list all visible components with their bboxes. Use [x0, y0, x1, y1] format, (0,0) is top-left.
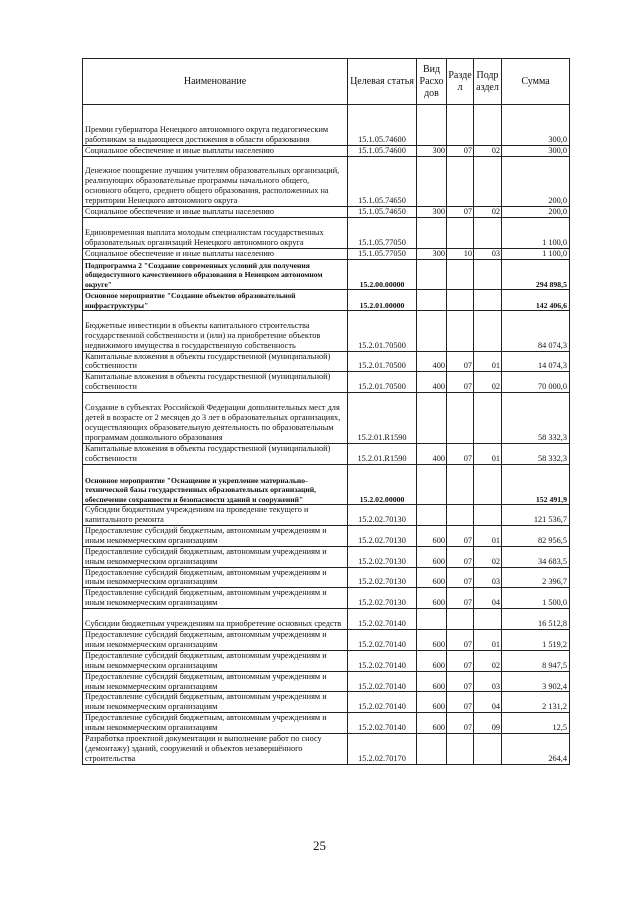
row-section-cell [447, 310, 474, 351]
row-name-cell: Разработка проектной документации и выполнение работ по сносу (демонтажу) зданий, сооружений и объектов незавершённого строительства [83, 734, 348, 765]
row-section-cell: 07 [447, 525, 474, 546]
table-header-row [83, 59, 570, 105]
row-section-cell: 07 [447, 629, 474, 650]
row-subsection-cell [474, 393, 502, 444]
row-name-cell: Капитальные вложения в объекты государственной (муниципальной) собственности [83, 351, 348, 372]
row-section-cell [447, 259, 474, 290]
table-row [83, 671, 570, 692]
row-target-cell: 15.2.02.00000 [348, 464, 417, 505]
row-subsection-cell: 02 [474, 372, 502, 393]
row-name-cell: Предоставление субсидий бюджетным, автономным учреждениям и иным некоммерческим организациям [83, 671, 348, 692]
row-target-cell: 15.2.01.70500 [348, 310, 417, 351]
row-name-cell: Основное мероприятие "Создание объектов образовательной инфраструктуры" [83, 290, 348, 311]
row-section-cell: 07 [447, 588, 474, 609]
row-expense-type-cell: 600 [417, 650, 447, 671]
row-amount-cell: 300,0 [502, 105, 570, 146]
table-row [83, 692, 570, 713]
table-row [83, 105, 570, 146]
row-subsection-cell: 09 [474, 713, 502, 734]
row-section-cell: 07 [447, 546, 474, 567]
row-section-cell [447, 464, 474, 505]
row-target-cell: 15.1.05.77050 [348, 217, 417, 248]
row-subsection-cell: 02 [474, 650, 502, 671]
row-target-cell: 15.2.02.70140 [348, 609, 417, 630]
row-subsection-cell [474, 290, 502, 311]
table-row [83, 650, 570, 671]
table-row [83, 505, 570, 526]
header-name: Наименование [83, 59, 348, 105]
row-section-cell: 07 [447, 372, 474, 393]
row-target-cell: 15.2.01.70500 [348, 351, 417, 372]
row-section-cell [447, 609, 474, 630]
row-amount-cell: 1 500,0 [502, 588, 570, 609]
row-expense-type-cell [417, 505, 447, 526]
row-name-cell: Предоставление субсидий бюджетным, автономным учреждениям и иным некоммерческим организациям [83, 588, 348, 609]
row-amount-cell: 2 396,7 [502, 567, 570, 588]
row-expense-type-cell [417, 156, 447, 207]
row-target-cell: 15.2.01.R1590 [348, 443, 417, 464]
row-subsection-cell: 01 [474, 629, 502, 650]
row-subsection-cell: 01 [474, 525, 502, 546]
row-target-cell: 15.2.00.00000 [348, 259, 417, 290]
row-name-cell: Капитальные вложения в объекты государственной (муниципальной) собственности [83, 372, 348, 393]
row-subsection-cell [474, 734, 502, 765]
row-expense-type-cell: 600 [417, 671, 447, 692]
table-row [83, 217, 570, 248]
table-row [83, 734, 570, 765]
row-section-cell: 07 [447, 443, 474, 464]
row-name-cell: Предоставление субсидий бюджетным, автономным учреждениям и иным некоммерческим организациям [83, 629, 348, 650]
row-subsection-cell [474, 105, 502, 146]
row-amount-cell: 200,0 [502, 207, 570, 218]
row-target-cell: 15.2.02.70130 [348, 567, 417, 588]
row-amount-cell: 264,4 [502, 734, 570, 765]
page-number: 25 [313, 838, 326, 853]
row-target-cell: 15.2.02.70130 [348, 505, 417, 526]
row-subsection-cell: 04 [474, 692, 502, 713]
row-subsection-cell [474, 259, 502, 290]
row-target-cell: 15.2.02.70130 [348, 588, 417, 609]
row-expense-type-cell [417, 609, 447, 630]
table-row [83, 464, 570, 505]
row-target-cell: 15.1.05.74650 [348, 156, 417, 207]
row-amount-cell: 34 683,5 [502, 546, 570, 567]
table-row [83, 588, 570, 609]
row-amount-cell: 82 956,5 [502, 525, 570, 546]
row-target-cell: 15.2.02.70170 [348, 734, 417, 765]
budget-document [82, 58, 570, 765]
table-row [83, 372, 570, 393]
row-target-cell: 15.2.01.00000 [348, 290, 417, 311]
row-expense-type-cell: 300 [417, 248, 447, 259]
header-subsection: Подр аздел [474, 59, 502, 105]
row-expense-type-cell: 600 [417, 588, 447, 609]
row-amount-cell: 1 100,0 [502, 248, 570, 259]
row-subsection-cell [474, 505, 502, 526]
row-target-cell: 15.2.02.70140 [348, 650, 417, 671]
row-name-cell: Премии губернатора Ненецкого автономного округа педагогическим работникам за выдающиеся достижения в области образования [83, 105, 348, 146]
row-target-cell: 15.2.02.70140 [348, 713, 417, 734]
row-expense-type-cell [417, 310, 447, 351]
row-section-cell [447, 290, 474, 311]
row-amount-cell: 8 947,5 [502, 650, 570, 671]
row-expense-type-cell [417, 290, 447, 311]
table-row [83, 443, 570, 464]
row-subsection-cell: 03 [474, 248, 502, 259]
table-row [83, 567, 570, 588]
row-expense-type-cell: 300 [417, 207, 447, 218]
header-expense-type: Вид Расхо дов [417, 59, 447, 105]
row-expense-type-cell: 600 [417, 567, 447, 588]
row-expense-type-cell [417, 259, 447, 290]
row-section-cell: 07 [447, 713, 474, 734]
row-subsection-cell [474, 609, 502, 630]
row-amount-cell: 3 902,4 [502, 671, 570, 692]
row-target-cell: 15.2.01.R1590 [348, 393, 417, 444]
row-name-cell: Капитальные вложения в объекты государственной (муниципальной) собственности [83, 443, 348, 464]
row-name-cell: Предоставление субсидий бюджетным, автономным учреждениям и иным некоммерческим организациям [83, 525, 348, 546]
table-row [83, 259, 570, 290]
row-section-cell [447, 156, 474, 207]
row-expense-type-cell: 600 [417, 713, 447, 734]
row-name-cell: Предоставление субсидий бюджетным, автономным учреждениям и иным некоммерческим организациям [83, 567, 348, 588]
row-expense-type-cell [417, 464, 447, 505]
row-amount-cell: 70 000,0 [502, 372, 570, 393]
row-section-cell [447, 734, 474, 765]
budget-table [82, 58, 570, 765]
row-expense-type-cell [417, 217, 447, 248]
table-row [83, 393, 570, 444]
table-body [83, 105, 570, 765]
row-section-cell [447, 217, 474, 248]
row-expense-type-cell: 600 [417, 546, 447, 567]
row-name-cell: Социальное обеспечение и иные выплаты населению [83, 207, 348, 218]
row-subsection-cell: 02 [474, 145, 502, 156]
row-amount-cell: 152 491,9 [502, 464, 570, 505]
row-subsection-cell [474, 217, 502, 248]
row-subsection-cell: 02 [474, 546, 502, 567]
row-target-cell: 15.1.05.74600 [348, 105, 417, 146]
row-name-cell: Предоставление субсидий бюджетным, автономным учреждениям и иным некоммерческим организациям [83, 650, 348, 671]
row-subsection-cell [474, 156, 502, 207]
row-amount-cell: 2 131,2 [502, 692, 570, 713]
row-amount-cell: 14 074,3 [502, 351, 570, 372]
row-section-cell: 07 [447, 145, 474, 156]
row-section-cell [447, 505, 474, 526]
table-row [83, 525, 570, 546]
header-amount: Сумма [502, 59, 570, 105]
row-expense-type-cell: 400 [417, 351, 447, 372]
row-subsection-cell [474, 310, 502, 351]
table-row [83, 629, 570, 650]
row-section-cell [447, 105, 474, 146]
row-target-cell: 15.2.02.70130 [348, 525, 417, 546]
row-name-cell: Социальное обеспечение и иные выплаты населению [83, 248, 348, 259]
row-expense-type-cell: 600 [417, 629, 447, 650]
row-section-cell [447, 393, 474, 444]
row-name-cell: Денежное поощрение лучшим учителям образовательных организаций, реализующих образовательные программы начального общего, основного общего, среднего общего образования, расположенных на территории Ненецкого автономного округа [83, 156, 348, 207]
row-amount-cell: 1 100,0 [502, 217, 570, 248]
row-name-cell: Подпрограмма 2 "Создание современных условий для получения общедоступного качественного образования в Ненецком автономном округе" [83, 259, 348, 290]
row-expense-type-cell [417, 393, 447, 444]
row-subsection-cell: 01 [474, 351, 502, 372]
row-target-cell: 15.2.02.70140 [348, 629, 417, 650]
row-section-cell: 07 [447, 650, 474, 671]
row-name-cell: Предоставление субсидий бюджетным, автономным учреждениям и иным некоммерческим организациям [83, 546, 348, 567]
table-row [83, 290, 570, 311]
row-target-cell: 15.2.01.70500 [348, 372, 417, 393]
row-subsection-cell: 02 [474, 207, 502, 218]
row-amount-cell: 1 519,2 [502, 629, 570, 650]
row-name-cell: Бюджетные инвестиции в объекты капитального строительства государственной собственности и (или) на приобретение объектов недвижимого имущества в государственную собственность [83, 310, 348, 351]
header-section: Разде л [447, 59, 474, 105]
row-name-cell: Предоставление субсидий бюджетным, автономным учреждениям и иным некоммерческим организациям [83, 692, 348, 713]
row-section-cell: 07 [447, 351, 474, 372]
table-row [83, 207, 570, 218]
table-row [83, 145, 570, 156]
row-name-cell: Социальное обеспечение и иные выплаты населению [83, 145, 348, 156]
row-expense-type-cell [417, 105, 447, 146]
row-amount-cell: 294 898,5 [502, 259, 570, 290]
row-target-cell: 15.1.05.74650 [348, 207, 417, 218]
row-subsection-cell: 01 [474, 443, 502, 464]
row-amount-cell: 16 512,8 [502, 609, 570, 630]
row-subsection-cell: 04 [474, 588, 502, 609]
row-amount-cell: 58 332,3 [502, 393, 570, 444]
row-amount-cell: 12,5 [502, 713, 570, 734]
table-row [83, 248, 570, 259]
row-target-cell: 15.2.02.70140 [348, 692, 417, 713]
row-target-cell: 15.1.05.77050 [348, 248, 417, 259]
row-section-cell: 07 [447, 671, 474, 692]
table-row [83, 310, 570, 351]
table-row [83, 713, 570, 734]
row-expense-type-cell: 600 [417, 692, 447, 713]
row-name-cell: Единовременная выплата молодым специалистам государственных образовательных организаций Ненецкого автономного округа [83, 217, 348, 248]
row-amount-cell: 300,0 [502, 145, 570, 156]
row-expense-type-cell: 400 [417, 443, 447, 464]
table-row [83, 351, 570, 372]
table-row [83, 156, 570, 207]
row-section-cell: 07 [447, 692, 474, 713]
row-expense-type-cell [417, 734, 447, 765]
row-target-cell: 15.2.02.70140 [348, 671, 417, 692]
row-name-cell: Предоставление субсидий бюджетным, автономным учреждениям и иным некоммерческим организациям [83, 713, 348, 734]
row-target-cell: 15.1.05.74600 [348, 145, 417, 156]
row-amount-cell: 84 074,3 [502, 310, 570, 351]
header-target-article: Целевая статья [348, 59, 417, 105]
row-amount-cell: 121 536,7 [502, 505, 570, 526]
row-target-cell: 15.2.02.70130 [348, 546, 417, 567]
table-row [83, 546, 570, 567]
row-expense-type-cell: 300 [417, 145, 447, 156]
row-section-cell: 10 [447, 248, 474, 259]
row-expense-type-cell: 400 [417, 372, 447, 393]
row-amount-cell: 58 332,3 [502, 443, 570, 464]
row-amount-cell: 200,0 [502, 156, 570, 207]
row-expense-type-cell: 600 [417, 525, 447, 546]
table-row [83, 609, 570, 630]
row-subsection-cell: 03 [474, 671, 502, 692]
row-subsection-cell [474, 464, 502, 505]
row-section-cell: 07 [447, 567, 474, 588]
row-section-cell: 07 [447, 207, 474, 218]
row-name-cell: Основное мероприятие "Оснащение и укрепление материально-технической базы государственных образовательных организаций, обеспечение сохранности и безопасности зданий и сооружений" [83, 464, 348, 505]
row-name-cell: Субсидии бюджетным учреждениям на проведение текущего и капитального ремонта [83, 505, 348, 526]
row-name-cell: Субсидии бюджетным учреждениям на приобретение основных средств [83, 609, 348, 630]
row-subsection-cell: 03 [474, 567, 502, 588]
row-name-cell: Создание в субъектах Российской Федерации дополнительных мест для детей в возрасте от 2 месяцев до 3 лет в образовательных организациях, осуществляющих образовательную деятельность по образовательным программам дошкольного образования [83, 393, 348, 444]
row-amount-cell: 142 406,6 [502, 290, 570, 311]
